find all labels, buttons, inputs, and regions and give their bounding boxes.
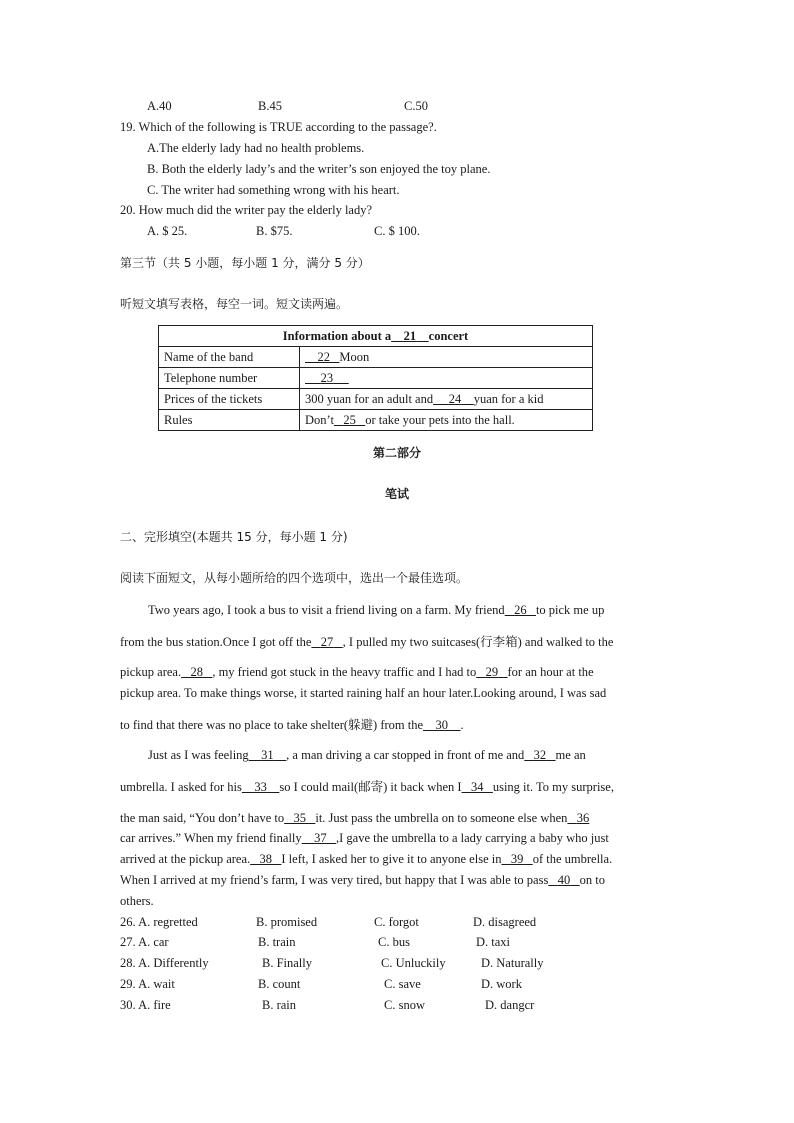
option-c: C. save bbox=[384, 977, 421, 991]
cloze-instruction: 阅读下面短文，从每小题所给的四个选项中，选出一个最佳选项。 bbox=[120, 571, 469, 585]
option-b: B. count bbox=[258, 977, 301, 991]
passage-line: Two years ago, I took a bus to visit a friend living on a farm. My friend 26 to pick me up bbox=[148, 603, 605, 617]
option-d: D. taxi bbox=[476, 935, 511, 949]
option-b: B. rain bbox=[262, 998, 297, 1012]
option-row: 26. A. regretted bbox=[120, 915, 198, 929]
q18-option-b: B.45 bbox=[258, 99, 282, 113]
option-c: C. bus bbox=[378, 935, 410, 949]
q19-option-b: B. Both the elderly lady’s and the writer’s son enjoyed the toy plane. bbox=[147, 162, 491, 176]
table-header: Information about a 21 concert bbox=[159, 326, 593, 347]
section3-title: 第三节（共 5 小题，每小题 1 分，满分 5 分） bbox=[120, 256, 370, 270]
option-c: C. Unluckily bbox=[381, 956, 446, 970]
passage-line: umbrella. I asked for his 33 so I could mail(邮寄) it back when I 34 using it. To my surprise, bbox=[120, 780, 614, 794]
passage-line: pickup area. 28 , my friend got stuck in the heavy traffic and I had to 29 for an hour at the bbox=[120, 665, 594, 679]
q18-option-a: A.40 bbox=[147, 99, 172, 113]
option-b: B. train bbox=[258, 935, 296, 949]
q20-option-b: B. $75. bbox=[256, 224, 293, 238]
passage-line: car arrives.” When my friend finally 37 ,I gave the umbrella to a lady carrying a baby who just bbox=[120, 831, 609, 845]
part2-title: 第二部分 bbox=[372, 446, 421, 460]
q20-option-a: A. $ 25. bbox=[147, 224, 188, 238]
passage-line: arrived at the pickup area. 38 I left, I asked her to give it to anyone else in 39 of the umbrella. bbox=[120, 852, 613, 866]
passage-line: from the bus station.Once I got off the 27 , I pulled my two suitcases(行李箱) and walked to the bbox=[120, 635, 614, 649]
passage-line: to find that there was no place to take shelter(躲避) from the 30 . bbox=[120, 718, 464, 732]
q19-option-a: A.The elderly lady had no health problems. bbox=[147, 141, 365, 155]
option-row: 30. A. fire bbox=[120, 998, 171, 1012]
q20-stem: 20. How much did the writer pay the elderly lady? bbox=[120, 203, 373, 217]
q19-stem: 19. Which of the following is TRUE according to the passage?. bbox=[120, 120, 437, 134]
table-row: Telephone number 23 bbox=[159, 368, 593, 389]
option-c: C. snow bbox=[384, 998, 425, 1012]
q19-option-c: C. The writer had something wrong with his heart. bbox=[147, 183, 400, 197]
option-b: B. promised bbox=[256, 915, 318, 929]
option-row: 27. A. car bbox=[120, 935, 169, 949]
option-d: D. Naturally bbox=[481, 956, 544, 970]
passage-line: Just as I was feeling 31 , a man driving a car stopped in front of me and 32 me an bbox=[148, 748, 586, 762]
option-d: D. disagreed bbox=[473, 915, 537, 929]
part2-subtitle: 笔试 bbox=[384, 487, 409, 501]
passage-line: pickup area. To make things worse, it started raining half an hour later.Looking around, I was sad bbox=[120, 686, 607, 700]
option-c: C. forgot bbox=[374, 915, 419, 929]
option-row: 28. A. Differently bbox=[120, 956, 209, 970]
table-row: Rules Don’t 25 or take your pets into the hall. bbox=[159, 410, 593, 431]
passage-line: the man said, “You don’t have to 35 it. Just pass the umbrella on to someone else when 36 bbox=[120, 811, 590, 825]
passage-line: When I arrived at my friend’s farm, I was very tired, but happy that I was able to pass 40 on to bbox=[120, 873, 605, 887]
section3-instruction: 听短文填写表格，每空一词。短文读两遍。 bbox=[120, 297, 349, 311]
cloze-heading: 二、完形填空(本题共 15 分，每小题 1 分) bbox=[120, 530, 348, 544]
table-row: Prices of the tickets 300 yuan for an adult and 24 yuan for a kid bbox=[159, 389, 593, 410]
option-d: D. dangcr bbox=[485, 998, 535, 1012]
option-row: 29. A. wait bbox=[120, 977, 175, 991]
info-table bbox=[158, 325, 593, 431]
option-d: D. work bbox=[481, 977, 522, 991]
q18-option-c: C.50 bbox=[404, 99, 428, 113]
q20-option-c: C. $ 100. bbox=[374, 224, 420, 238]
table-row: Name of the band 22 Moon bbox=[159, 347, 593, 368]
option-b: B. Finally bbox=[262, 956, 313, 970]
passage-line: others. bbox=[120, 894, 154, 908]
